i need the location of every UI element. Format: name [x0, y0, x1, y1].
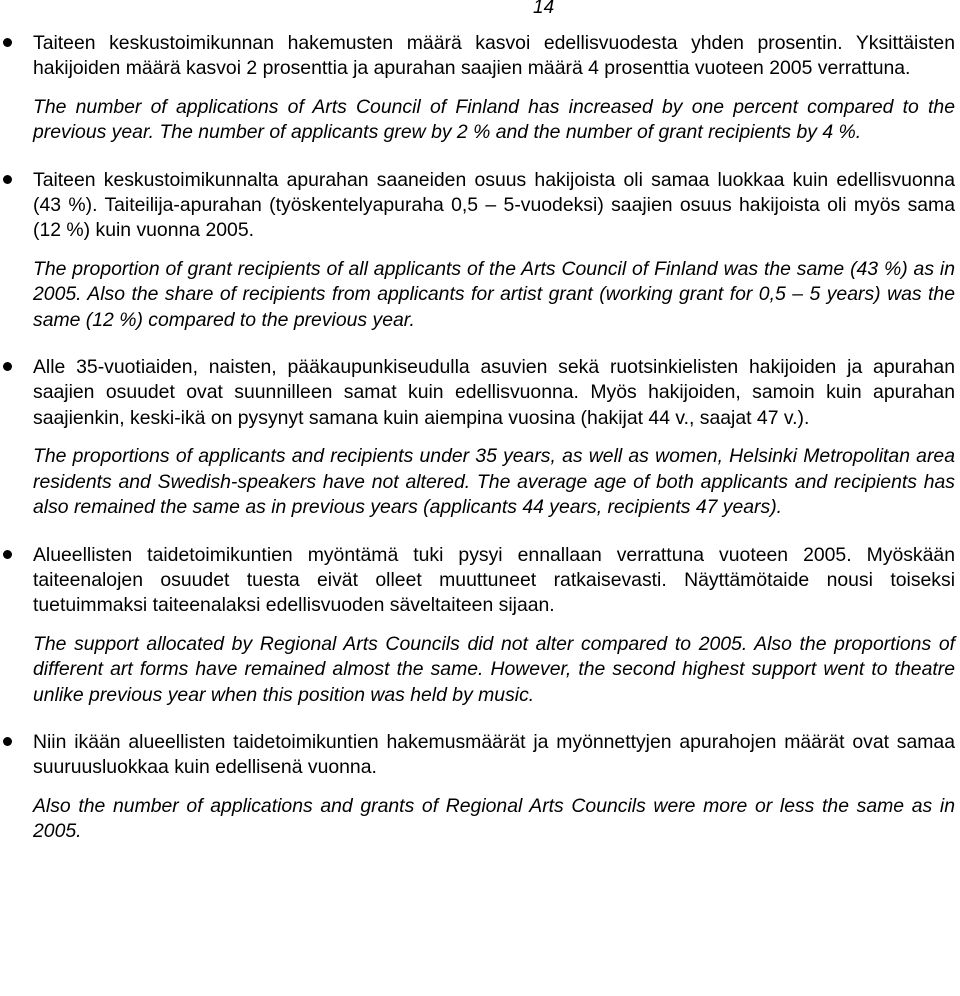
english-paragraph: The number of applications of Arts Council of Finland has increased by one percent compared to the previous year. The number of applicants grew by 2 % and the number of grant recipients by 4 %. [33, 95, 955, 144]
finnish-paragraph: Niin ikään alueellisten taidetoimikuntien hakemusmäärät ja myönnettyjen apurahojen määrät ovat samaa suuruusluokkaa kuin edellisenä vuonna. [33, 730, 955, 779]
list-item-regional-support [0, 543, 960, 708]
english-paragraph: Also the number of applications and grants of Regional Arts Councils were more or less the same as in 2005. [33, 794, 955, 843]
bullet-icon [3, 737, 12, 746]
english-paragraph: The support allocated by Regional Arts Councils did not alter compared to 2005. Also the proportions of different art forms have remained almost the same. However, the second highest support went to theatre unlike previous year when this position was held by music. [33, 632, 955, 706]
bullet-icon [3, 38, 12, 47]
list-item-applications [0, 31, 960, 146]
finnish-paragraph: Taiteen keskustoimikunnalta apurahan saaneiden osuus hakijoista oli samaa luokkaa kuin edellisvuonna (43 %). Taiteilija-apurahan (työskentelyapuraha 0,5 – 5-vuodeksi) saajien osuus hakijoista oli myös sama (12 %) kuin vuonna 2005. [33, 168, 955, 242]
bullet-icon [3, 362, 12, 371]
list-item-demographics [0, 355, 960, 520]
finnish-paragraph: Alle 35-vuotiaiden, naisten, pääkaupunkiseudulla asuvien sekä ruotsinkielisten hakijoiden ja apurahan saajien osuudet ovat suunnilleen samat kuin edellisvuonna. Myös hakijoiden, samoin kuin apurahan saajienkin, keski-ikä on pysynyt samana kuin aiempina vuosina (hakijat 44 v., saajat 47 v.). [33, 356, 955, 429]
list-item-regional-applications [0, 730, 960, 845]
page-number: 14 [533, 0, 555, 18]
list-item-grant-proportion [0, 168, 960, 333]
bullet-icon [3, 550, 12, 559]
finnish-paragraph: Alueellisten taidetoimikuntien myöntämä tuki pysyi ennallaan verrattuna vuoteen 2005. Myöskään taiteenalojen osuudet tuesta eivät olleet muuttuneet ratkaisevasti. Näyttämötaide nousi toiseksi tuetuimmaksi taiteenalaksi edellisvuoden säveltaiteen sijaan. [33, 543, 955, 617]
bullet-icon [3, 175, 12, 184]
finnish-paragraph: Taiteen keskustoimikunnan hakemusten määrä kasvoi edellisvuodesta yhden prosentin. Yksittäisten hakijoiden määrä kasvoi 2 prosenttia ja apurahan saajien määrä 4 prosenttia vuoteen 2005 verrattuna. [33, 32, 955, 80]
bullet-list [0, 31, 960, 867]
english-paragraph: The proportions of applicants and recipients under 35 years, as well as women, Helsinki Metropolitan area residents and Swedish-speakers have not altered. The average age of both applicants and recipients has also remained the same as in previous years (applicants 44 years, recipients 47 years). [33, 445, 955, 519]
english-paragraph: The proportion of grant recipients of all applicants of the Arts Council of Finland was the same (43 %) as in 2005. Also the share of recipients from applicants for artist grant (working grant for 0,5 – 5 years) was the same (12 %) compared to the previous year. [33, 257, 955, 331]
